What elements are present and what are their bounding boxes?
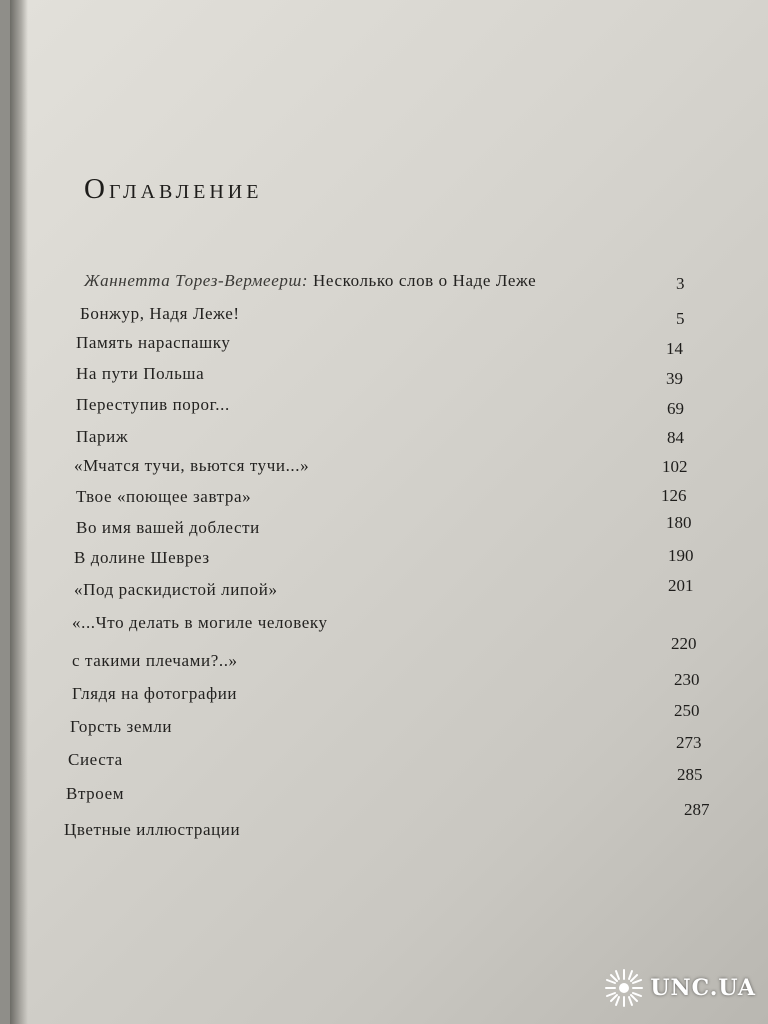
toc-entry-page: 84 bbox=[667, 428, 684, 447]
toc-entry-page: 3 bbox=[676, 274, 685, 293]
toc-entry-title: Глядя на фотографии bbox=[72, 684, 238, 703]
toc-entry-title: Память нараспашку bbox=[76, 333, 231, 352]
toc-entry-title: «Под раскидистой липой» bbox=[74, 580, 278, 599]
toc-entry-title bbox=[84, 271, 536, 291]
toc-entry-page: 201 bbox=[668, 576, 694, 595]
toc-entry-page: 273 bbox=[676, 733, 702, 752]
toc-entry-page: 126 bbox=[661, 486, 687, 505]
toc-entry-page: 287 bbox=[684, 800, 710, 819]
toc-entry-page: 190 bbox=[668, 546, 694, 565]
toc-entry-title-continued: с такими плечами?..» bbox=[72, 651, 238, 670]
toc-entry-title: Цветные иллюстрации bbox=[64, 820, 241, 839]
toc-entry-title-text: Несколько слов о Наде Леже bbox=[308, 271, 537, 290]
toc-entry-title: Переступив порог... bbox=[76, 395, 230, 414]
page-title: Оглавление bbox=[84, 173, 263, 205]
toc-entry-page: 220 bbox=[671, 634, 697, 653]
toc-entry-author: Жаннетта Торез-Вермеерш: bbox=[84, 271, 309, 290]
toc-entry-page: 230 bbox=[674, 670, 700, 689]
sunburst-logo-icon bbox=[604, 968, 644, 1008]
toc-entry-page: 250 bbox=[674, 701, 700, 720]
watermark bbox=[604, 968, 756, 1008]
toc-entry-title: Париж bbox=[76, 427, 129, 446]
toc-entry-page: 69 bbox=[667, 399, 684, 418]
toc-entry-title: Твое «поющее завтра» bbox=[76, 487, 252, 506]
toc-entry-page: 285 bbox=[677, 765, 703, 784]
toc-entry-page: 102 bbox=[662, 457, 688, 476]
toc-entry-title: Втроем bbox=[66, 784, 125, 803]
watermark-text: UNC.UA bbox=[650, 975, 756, 1001]
toc-entry-title: Горсть земли bbox=[70, 717, 173, 736]
toc-entry-title: Бонжур, Надя Леже! bbox=[80, 304, 240, 323]
toc-entry-page: 5 bbox=[676, 309, 685, 328]
toc-entry-title: На пути Польша bbox=[76, 364, 205, 383]
toc-entry-page: 180 bbox=[666, 513, 692, 532]
toc-entry-page: 14 bbox=[666, 339, 683, 358]
toc-entry-title: Во имя вашей доблести bbox=[76, 518, 260, 537]
toc-entry-title: В долине Шеврез bbox=[74, 548, 210, 567]
toc-entry-title: «Мчатся тучи, вьются тучи...» bbox=[74, 456, 310, 475]
toc-entry-page: 39 bbox=[666, 369, 683, 388]
toc-entry-title: Сиеста bbox=[68, 750, 123, 769]
toc-entry-title: «...Что делать в могиле человеку bbox=[72, 613, 328, 632]
